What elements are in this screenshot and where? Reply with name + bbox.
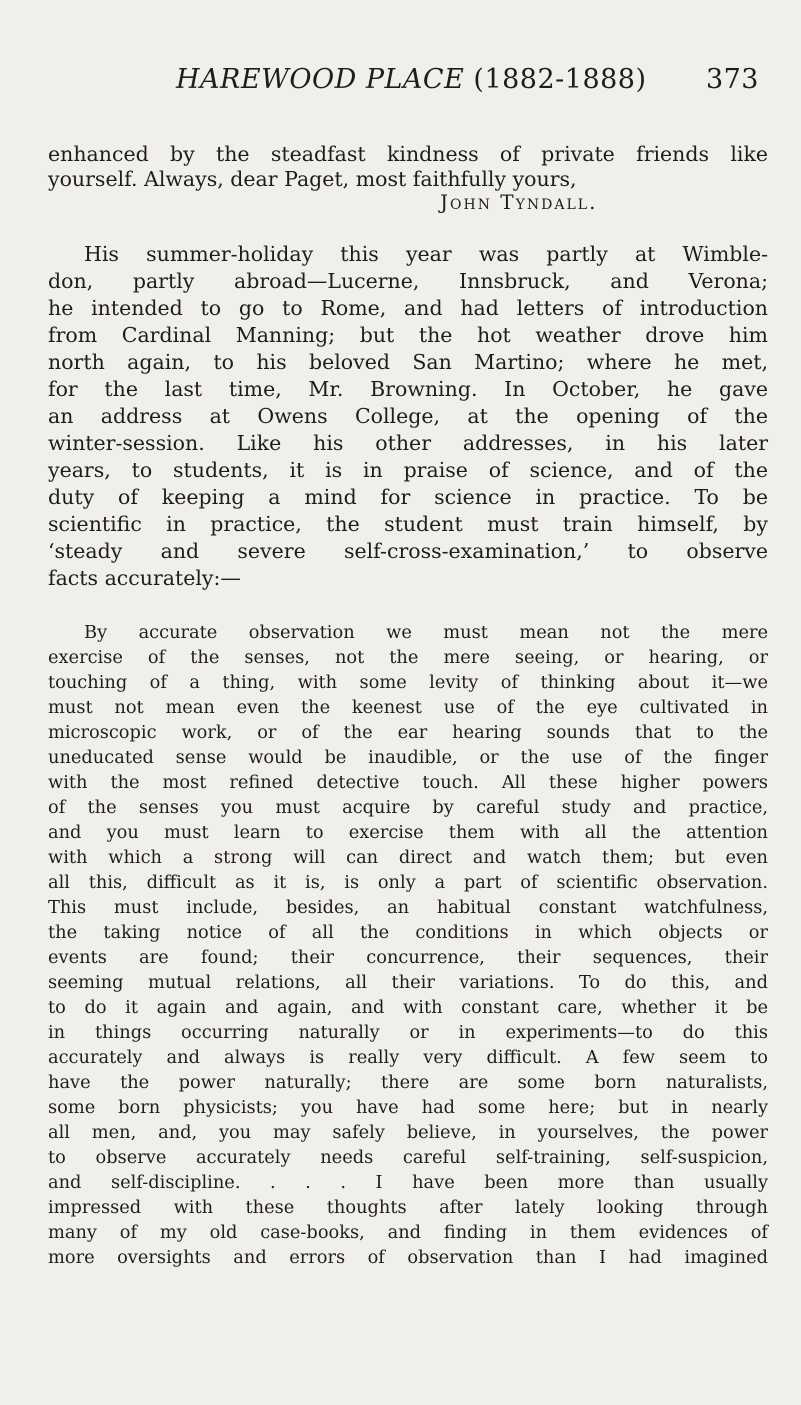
- paragraph-line: an address at Owens College, at the opening of the: [48, 404, 768, 428]
- quotation-line: have the power naturally; there are some born naturalists,: [48, 1072, 768, 1093]
- running-head-title: [176, 64, 647, 95]
- quotation-line: with the most refined detective touch. All these higher powers: [48, 772, 768, 793]
- quotation-line: with which a strong will can direct and watch them; but even: [48, 847, 768, 868]
- paragraph-line: don, partly abroad—Lucerne, Innsbruck, and Verona;: [48, 269, 768, 293]
- paragraph-line: facts accurately:—: [48, 566, 241, 590]
- paragraph-line: ‘steady and severe self-cross-examination,’ to observe: [48, 539, 768, 563]
- page-number: 373: [705, 64, 759, 95]
- quotation-line: all this, difficult as it is, is only a part of scientific observation.: [48, 872, 768, 893]
- quotation-line: seeming mutual relations, all their variations. To do this, and: [48, 972, 768, 993]
- quotation-line: many of my old case-books, and finding in them evidences of: [48, 1222, 768, 1243]
- paragraph-line: north again, to his beloved San Martino; where he met,: [48, 350, 768, 374]
- quotation-line: touching of a thing, with some levity of thinking about it—we: [48, 672, 768, 693]
- paragraph-line: winter-session. Like his other addresses, in his later: [48, 431, 768, 455]
- quotation-line: and self-discipline. . . . I have been more than usually: [48, 1172, 768, 1193]
- quotation-line: uneducated sense would be inaudible, or the use of the finger: [48, 747, 768, 768]
- chapter-dates: (1882-1888): [473, 64, 647, 95]
- paragraph-line: for the last time, Mr. Browning. In October, he gave: [48, 377, 768, 401]
- quotation-line: some born physicists; you have had some here; but in nearly: [48, 1097, 768, 1118]
- paragraph-line: years, to students, it is in praise of science, and of the: [48, 458, 768, 482]
- quotation-line: the taking notice of all the conditions in which objects or: [48, 922, 768, 943]
- paragraph-line: scientific in practice, the student must train himself, by: [48, 512, 768, 536]
- quotation-line: events are found; their concurrence, their sequences, their: [48, 947, 768, 968]
- running-head: [48, 64, 761, 104]
- paragraph-line: His summer-holiday this year was partly at Wimble-: [84, 242, 768, 266]
- quotation-line: accurately and always is really very difficult. A few seem to: [48, 1047, 768, 1068]
- letter-signature: John Tyndall.: [440, 190, 598, 214]
- quotation-line: impressed with these thoughts after lately looking through: [48, 1197, 768, 1218]
- quotation-line: in things occurring naturally or in experiments—to do this: [48, 1022, 768, 1043]
- paragraph-line: duty of keeping a mind for science in practice. To be: [48, 485, 768, 509]
- quotation-line: to observe accurately needs careful self-training, self-suspicion,: [48, 1147, 768, 1168]
- quotation-line: all men, and, you may safely believe, in yourselves, the power: [48, 1122, 768, 1143]
- quotation-line: and you must learn to exercise them with all the attention: [48, 822, 768, 843]
- chapter-title: HAREWOOD PLACE: [176, 64, 465, 95]
- quotation-line: must not mean even the keenest use of the eye cultivated in: [48, 697, 768, 718]
- quotation-line: to do it again and again, and with constant care, whether it be: [48, 997, 768, 1018]
- quotation-line: of the senses you must acquire by careful study and practice,: [48, 797, 768, 818]
- paragraph-line: he intended to go to Rome, and had letters of introduction: [48, 296, 768, 320]
- letter-line: yourself. Always, dear Paget, most faithfully yours,: [48, 167, 577, 191]
- quotation-line: exercise of the senses, not the mere seeing, or hearing, or: [48, 647, 768, 668]
- quotation-line: This must include, besides, an habitual constant watchfulness,: [48, 897, 768, 918]
- quotation-line: microscopic work, or of the ear hearing sounds that to the: [48, 722, 768, 743]
- quotation-line: By accurate observation we must mean not the mere: [84, 622, 768, 643]
- quotation-line: more oversights and errors of observation than I had imagined: [48, 1247, 768, 1268]
- letter-line: enhanced by the steadfast kindness of private friends like: [48, 142, 768, 166]
- paragraph-line: from Cardinal Manning; but the hot weather drove him: [48, 323, 768, 347]
